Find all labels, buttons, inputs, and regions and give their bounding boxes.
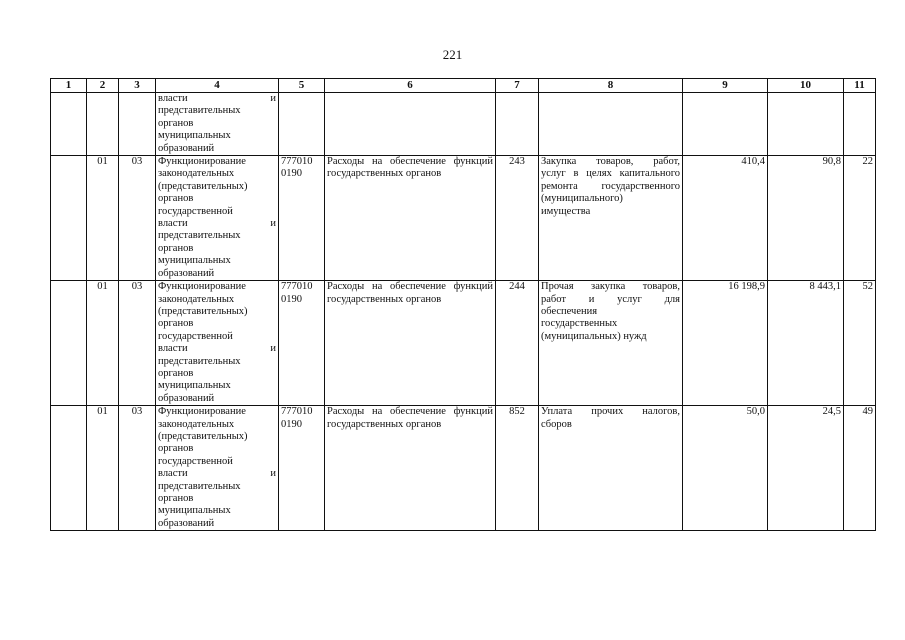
text-line: (муниципального) — [541, 193, 623, 205]
text-line: образований — [158, 517, 215, 529]
text-line: Функционирование — [158, 156, 246, 168]
cell — [87, 93, 119, 156]
text-line: (муниципальных) нужд — [541, 330, 647, 342]
text-line: власти и — [158, 343, 276, 355]
text-line: работ и услуг для — [541, 293, 680, 305]
table-row — [51, 156, 876, 281]
percent-executed: 52 — [844, 281, 876, 406]
text-line: (представительных) — [158, 305, 248, 317]
text-line: 777010 — [281, 406, 313, 418]
table-row — [51, 406, 876, 531]
text-line: услуг в целях капитального — [541, 168, 680, 180]
percent-executed: 49 — [844, 406, 876, 531]
amount-executed: 8 443,1 — [768, 281, 844, 406]
text-line: сборов — [541, 418, 572, 430]
col-header-1: 1 — [51, 79, 87, 93]
text-line: органов — [158, 493, 194, 504]
text-line: Функционирование — [158, 281, 246, 293]
text-line: органов — [158, 443, 194, 455]
text-line: законодательных — [158, 168, 235, 180]
subsection-code: 03 — [119, 406, 156, 531]
cell — [496, 93, 539, 156]
budget-table — [50, 78, 876, 531]
expense-type-code: 244 — [496, 281, 539, 406]
text-line: органов — [158, 193, 194, 205]
text-line: органов — [158, 117, 194, 129]
cell — [539, 93, 683, 156]
text-line: законодательных — [158, 293, 235, 305]
text-line: имущества — [541, 205, 591, 217]
text-line: 777010 — [281, 281, 313, 293]
text-line: муниципальных — [158, 255, 231, 267]
section-description — [156, 156, 279, 281]
col-header-2: 2 — [87, 79, 119, 93]
text-line: муниципальных — [158, 380, 231, 392]
text-line: Закупка товаров, работ, — [541, 156, 680, 168]
text-line: обеспечения — [541, 305, 598, 317]
cell — [51, 93, 87, 156]
text-line: 0190 — [281, 418, 302, 430]
text-line: законодательных — [158, 418, 235, 430]
text-line: власти и — [158, 93, 276, 104]
page-number: 221 — [442, 47, 463, 62]
text-line: Уплата прочих налогов, — [541, 406, 680, 418]
section-code: 01 — [87, 281, 119, 406]
text-line: власти и — [158, 468, 276, 480]
text-line: ремонта государственного — [541, 180, 680, 192]
table-row-continuation — [51, 93, 876, 156]
cell — [844, 93, 876, 156]
table-row — [51, 281, 876, 406]
col-header-9: 9 — [683, 79, 768, 93]
col-header-6: 6 — [325, 79, 496, 93]
text-line: муниципальных — [158, 505, 231, 517]
section-code: 01 — [87, 406, 119, 531]
article-description: Расходы на обеспечение функций государственных органов — [325, 406, 496, 531]
amount-executed: 90,8 — [768, 156, 844, 281]
text-line: представительных — [158, 480, 241, 492]
section-description — [156, 406, 279, 531]
cell — [51, 406, 87, 531]
amount-executed: 24,5 — [768, 406, 844, 531]
cell — [51, 281, 87, 406]
expense-type-description — [539, 156, 683, 281]
cell — [325, 93, 496, 156]
text-line: 0190 — [281, 293, 302, 305]
text-line: образований — [158, 392, 215, 404]
amount-planned: 50,0 — [683, 406, 768, 531]
text-line: представительных — [158, 355, 241, 367]
col-header-10: 10 — [768, 79, 844, 93]
section-description — [156, 281, 279, 406]
text-line: Прочая закупка товаров, — [541, 281, 680, 293]
text-line: власти и — [158, 218, 276, 230]
text-line: органов — [158, 318, 194, 330]
text-line: государственной — [158, 205, 233, 217]
target-article-code — [279, 281, 325, 406]
text-line: государственных — [541, 318, 618, 330]
cell — [768, 93, 844, 156]
col-header-5: 5 — [279, 79, 325, 93]
text-line: образований — [158, 142, 215, 154]
text-line: муниципальных — [158, 130, 231, 142]
text-line: представительных — [158, 105, 241, 117]
text-line: 0190 — [281, 168, 302, 180]
col-header-11: 11 — [844, 79, 876, 93]
expense-type-description — [539, 406, 683, 531]
amount-planned: 16 198,9 — [683, 281, 768, 406]
col-header-4: 4 — [156, 79, 279, 93]
cell — [119, 93, 156, 156]
cell — [279, 93, 325, 156]
continuation-description — [156, 93, 279, 156]
expense-type-code: 852 — [496, 406, 539, 531]
col-header-3: 3 — [119, 79, 156, 93]
text-line: органов — [158, 367, 194, 379]
expense-type-code: 243 — [496, 156, 539, 281]
text-line: государственной — [158, 330, 233, 342]
cell — [683, 93, 768, 156]
subsection-code: 03 — [119, 156, 156, 281]
text-line: (представительных) — [158, 180, 248, 192]
text-line: представительных — [158, 230, 241, 242]
article-description: Расходы на обеспечение функций государственных органов — [325, 156, 496, 281]
header-row — [51, 79, 876, 93]
percent-executed: 22 — [844, 156, 876, 281]
expense-type-description — [539, 281, 683, 406]
subsection-code: 03 — [119, 281, 156, 406]
cell — [51, 156, 87, 281]
text-line: (представительных) — [158, 430, 248, 442]
col-header-8: 8 — [539, 79, 683, 93]
text-line: Функционирование — [158, 406, 246, 418]
text-line: государственной — [158, 455, 233, 467]
article-description: Расходы на обеспечение функций государственных органов — [325, 281, 496, 406]
target-article-code — [279, 406, 325, 531]
text-line: 777010 — [281, 156, 313, 168]
amount-planned: 410,4 — [683, 156, 768, 281]
col-header-7: 7 — [496, 79, 539, 93]
target-article-code — [279, 156, 325, 281]
section-code: 01 — [87, 156, 119, 281]
text-line: органов — [158, 242, 194, 254]
text-line: образований — [158, 267, 215, 279]
